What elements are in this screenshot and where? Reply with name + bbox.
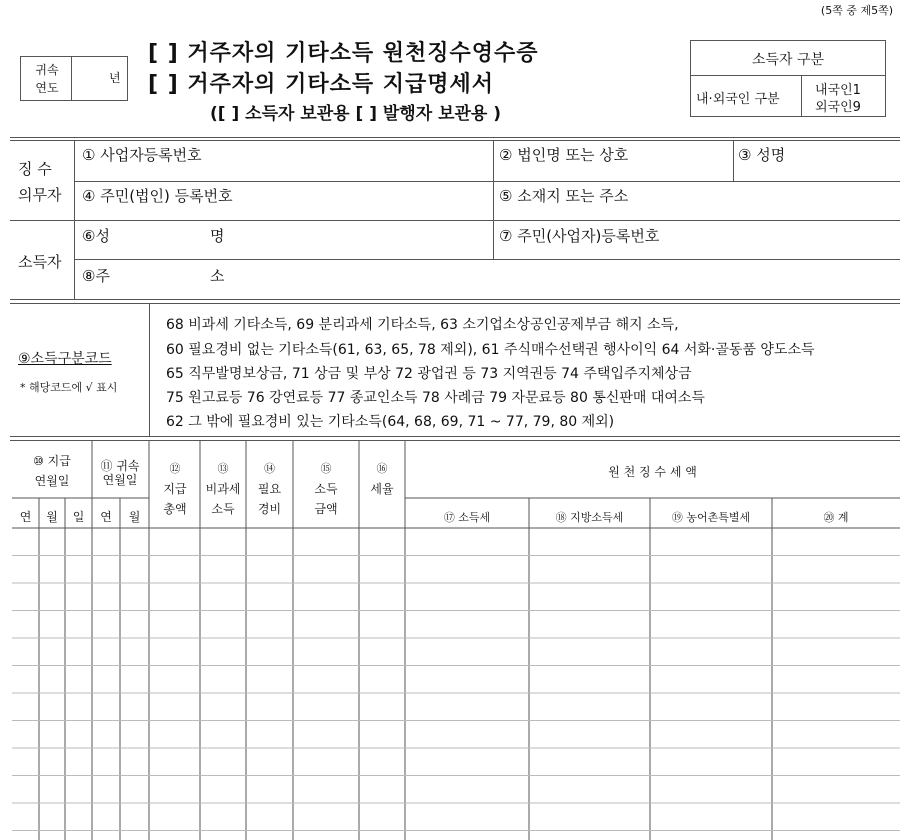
- field-business-number[interactable]: ① 사업자등록번호: [82, 146, 202, 164]
- field-resident-number[interactable]: ④ 주민(법인) 등록번호: [82, 187, 233, 205]
- page-indicator: (5쪽 중 제5쪽): [820, 4, 893, 17]
- col-13-num: ⑬: [217, 462, 229, 475]
- nationality-foreign: 외국인9: [815, 100, 861, 115]
- col-pay-date-2: 연월일: [34, 474, 70, 488]
- income-code-line-2[interactable]: 60 필요경비 없는 기타소득(61, 63, 65, 78 제외), 61 주식매수선택권 행사이익 64 서화·골동품 양도소득: [166, 342, 815, 358]
- col-13-l1: 비과세: [205, 482, 241, 496]
- field-earner-id[interactable]: ⑦ 주민(사업자)등록번호: [499, 227, 660, 245]
- field-company-name[interactable]: ② 법인명 또는 상호: [499, 146, 629, 164]
- year-label-1: 귀속: [35, 63, 59, 77]
- col-15-l2: 금액: [314, 502, 338, 516]
- col-13-l2: 소득: [211, 502, 235, 516]
- title-statement: [ ] 거주자의 기타소득 지급명세서: [148, 72, 495, 97]
- col-14-num: ⑭: [264, 462, 275, 475]
- earner-type-header: 소득자 구분: [751, 52, 825, 68]
- col-15-l1: 소득: [314, 482, 338, 496]
- col-16-num: ⑯: [376, 462, 388, 475]
- col-12-l2: 총액: [163, 502, 187, 516]
- sub-month: 월: [46, 510, 58, 524]
- withholder-label-2: 의무자: [18, 186, 62, 204]
- col-20: ⑳ 계: [823, 511, 849, 524]
- income-code-line-1[interactable]: 68 비과세 기타소득, 69 분리과세 기타소득, 63 소기업소상공인공제부금 해지 소득,: [166, 317, 679, 333]
- earner-label: 소득자: [18, 253, 62, 271]
- title-copy-type: ([ ] 소득자 보관용 [ ] 발행자 보관용 ): [210, 104, 502, 124]
- col-pay-date-1: ⑩ 지급: [33, 454, 71, 468]
- sub-day: 일: [72, 510, 85, 524]
- field-earner-address-num[interactable]: ⑧주: [82, 267, 110, 285]
- year-unit: 년: [109, 71, 121, 85]
- sub-month-2: 월: [128, 510, 141, 524]
- nationality-label: 내·외국인 구분: [696, 92, 780, 107]
- withholding-tax-header: 원 천 징 수 세 액: [608, 465, 697, 479]
- title-receipt: [ ] 거주자의 기타소득 원천징수영수증: [148, 41, 539, 66]
- col-19: ⑲ 농어촌특별세: [671, 511, 751, 524]
- col-attr-date-2: 연월일: [102, 473, 138, 487]
- income-code-line-5[interactable]: 62 그 밖에 필요경비 있는 기타소득(64, 68, 69, 71 ~ 77, 79, 80 제외): [166, 414, 615, 430]
- year-label-2: 연도: [35, 81, 59, 95]
- col-16-l1: 세율: [370, 482, 394, 496]
- col-14-l2: 경비: [257, 502, 282, 516]
- income-code-note: * 해당코드에 √ 표시: [20, 381, 118, 394]
- col-15-num: ⑮: [320, 462, 332, 475]
- sub-year-2: 연: [100, 510, 112, 524]
- col-12-l1: 지급: [163, 482, 187, 496]
- field-representative-name[interactable]: ③ 성명: [738, 146, 786, 164]
- field-address[interactable]: ⑤ 소재지 또는 주소: [499, 187, 629, 205]
- col-attr-date-1: ⑪ 귀속: [100, 459, 140, 473]
- income-code-line-4[interactable]: 75 원고료등 76 강연료등 77 종교인소득 78 사례금 79 자문료등 80 통신판매 대여소득: [166, 390, 705, 406]
- col-18: ⑱ 지방소득세: [555, 511, 624, 524]
- field-earner-address[interactable]: 소: [210, 267, 225, 285]
- col-17: ⑰ 소득세: [443, 511, 491, 524]
- col-14-l1: 필요: [257, 482, 282, 496]
- income-code-line-3[interactable]: 65 직무발명보상금, 71 상금 및 부상 72 광업권 등 73 지역권등 74 주택입주지체상금: [166, 366, 692, 382]
- field-earner-name-num[interactable]: ⑥성: [82, 227, 110, 245]
- nationality-domestic: 내국인1: [815, 83, 861, 98]
- withholder-label-1: 징 수: [18, 160, 52, 178]
- income-code-label: ⑨소득구분코드: [18, 351, 112, 367]
- field-earner-name[interactable]: 명: [210, 227, 225, 245]
- sub-year: 연: [19, 510, 32, 524]
- col-12-num: ⑫: [169, 462, 181, 475]
